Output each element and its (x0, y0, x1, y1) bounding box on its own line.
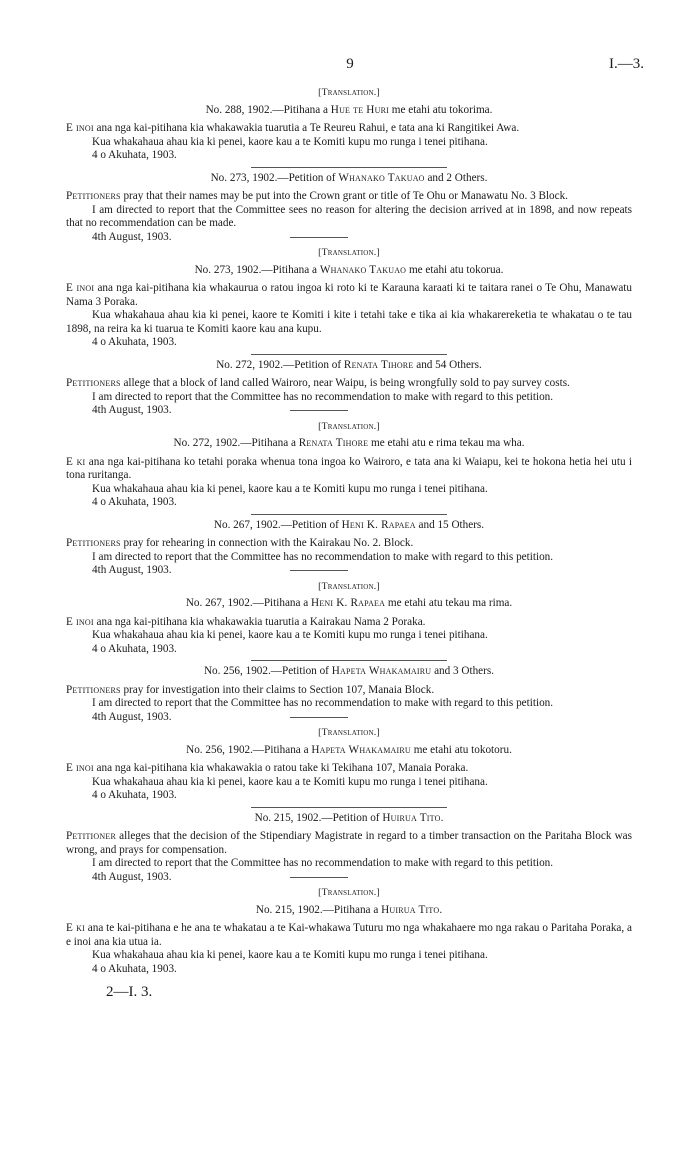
lead-word: E inoi (66, 122, 94, 134)
body-text: ana nga kai-pitihana kia whakaurua o ratou ingoa ki roto ki te Karauna karaati ki te taitara ranei o Te Ohu, Manawatu Nama 3 Poraka. (66, 282, 632, 308)
petition-heading (66, 812, 632, 826)
lead-word: E inoi (66, 762, 94, 774)
page-number: 9 (346, 56, 354, 72)
document-reference: I.—3. (609, 56, 644, 72)
heading-text: No. 267, 1902.—Pitihana a (185, 597, 312, 609)
petition-heading (66, 437, 632, 451)
heading-text: and 15 Others. (415, 518, 485, 531)
translation-label: [Translation.] (318, 87, 380, 98)
lead-word: E inoi (66, 282, 95, 294)
heading-text: No. 288, 1902.—Pitihana a (205, 103, 331, 116)
committee-report: Kua whakahaua ahau kia ki penei, kaore kau a te Komiti kupu mo runga i tenei pitihana. (92, 629, 488, 641)
report-date: 4th August, 1903. (92, 710, 172, 723)
committee-report: Kua whakahaua ahau kia ki penei, kaore kau a te Komiti kupu mo runga i tenei pitihana. (92, 135, 488, 148)
petition-body (66, 922, 632, 949)
petition-body (66, 456, 632, 483)
committee-report: I am directed to report that the Committee has no recommendation to make with regard to this petition. (92, 857, 554, 869)
date-rule (290, 717, 348, 718)
body-text: ana nga kai-pitihana kia whakawakia tuarutia a Te Reureu Rahui, e tata ana ki Rangitikei Awa. (93, 122, 520, 134)
dateline (66, 336, 632, 350)
petition-body (66, 616, 632, 630)
petition-heading (66, 597, 632, 611)
petition-section (66, 580, 632, 662)
petition-heading (66, 104, 632, 118)
section-divider (251, 514, 447, 515)
petitioner-name: Hapeta Whakamairu (331, 665, 432, 677)
report-date: 4 o Akuhata, 1903. (92, 149, 177, 161)
heading-text: . (439, 903, 443, 916)
petition-body (66, 537, 632, 551)
date-rule (290, 570, 348, 571)
date-rule (290, 237, 348, 238)
committee-report: Kua whakahaua ahau kia ki penei, kaore kau a te Komiti kupu mo runga i tenei pitihana. (92, 949, 488, 961)
heading-text: me etahi atu tokorua. (406, 263, 504, 276)
heading-text: . (440, 811, 444, 824)
petitioner-name: Heni K. Rapaea (311, 597, 386, 609)
lead-word: Petitioners (66, 683, 121, 696)
translation-label: [Translation.] (318, 247, 380, 258)
heading-text: me etahi atu tokotoru. (410, 743, 512, 756)
heading-text: me etahi atu tokorima. (388, 103, 493, 116)
translation-label: [Translation.] (318, 727, 380, 738)
translation-label: [Translation.] (318, 887, 380, 898)
petition-heading (66, 665, 632, 679)
petition-section (66, 172, 632, 245)
body-text: ana nga kai-pitihana kia whakawakia tuarutia a Kairakau Nama 2 Poraka. (93, 615, 426, 628)
dateline (66, 496, 632, 510)
petitioner-name: Renata Tihore (298, 437, 369, 449)
heading-text: No. 215, 1902.—Petition of (254, 811, 383, 824)
committee-report: I am directed to report that the Committee has no recommendation to make with regard to this petition. (92, 550, 554, 563)
heading-text: and 2 Others. (424, 171, 488, 184)
lead-word: E ki (66, 922, 85, 934)
petition-section (66, 812, 632, 885)
heading-text: No. 256, 1902.—Petition of (203, 665, 332, 677)
body-text: ana te kai-pitihana e he ana te whakatau a te Kai-whakawa Tuturu mo nga whakahaere mo nga rakau o Paritaha Poraka, a e inoi ana kia utua ia. (66, 922, 633, 948)
report-date: 4 o Akuhata, 1903. (92, 789, 177, 801)
heading-text: No. 272, 1902.—Petition of (216, 358, 344, 371)
petition-body (66, 830, 632, 857)
petitioner-name: Hapeta Whakamairu (311, 743, 411, 756)
petition-body (66, 684, 632, 698)
committee-report: Kua whakahaua ahau kia ki penei, kaore kau a te Komiti kupu mo runga i tenei pitihana. (92, 775, 488, 788)
lead-word: Petitioners (66, 377, 121, 389)
heading-text: me etahi atu e rima tekau ma wha. (368, 437, 525, 449)
body-text: allege that a block of land called Wairoro, near Waipu, is being wrongfully sold to pay survey costs. (120, 377, 570, 389)
committee-report: Kua whakahaua ahau kia ki penei, kaore te Komiti i kite i tetahi take e tika ai kia whakarereketia te whakatau o te tau 1898, na reira ka ki tuarua te Komiti kaore kau ana kupu. (66, 309, 632, 335)
petition-section (66, 726, 632, 808)
heading-text: No. 256, 1902.—Pitihana a (186, 743, 312, 756)
lead-word: Petitioner (66, 830, 116, 842)
translation-label: [Translation.] (318, 420, 380, 432)
body-text: pray for rehearing in connection with the Kairakau No. 2. Block. (120, 537, 414, 549)
petition-heading (66, 172, 632, 186)
dateline (66, 963, 632, 977)
section-divider (251, 807, 447, 808)
petitioner-name: Whanako Takuao (338, 171, 425, 184)
dateline (66, 149, 632, 163)
date-rule (290, 410, 348, 411)
heading-text: No. 273, 1902.—Pitihana a (194, 263, 320, 276)
petition-section (66, 420, 632, 515)
committee-report: Kua whakahaua ahau kia ki penei, kaore kau a te Komiti kupu mo runga i tenei pitihana. (92, 482, 488, 495)
committee-report: I am directed to report that the Committee has no recommendation to make with regard to this petition. (92, 390, 554, 403)
petitioner-name: Heni K. Rapaea (341, 518, 416, 531)
report-date: 4 o Akuhata, 1903. (92, 336, 177, 348)
report-date: 4 o Akuhata, 1903. (92, 496, 177, 508)
petition-body (66, 762, 632, 776)
report-date: 4th August, 1903. (92, 404, 172, 416)
petition-body (66, 377, 632, 391)
dateline (66, 871, 632, 885)
heading-text: and 54 Others. (413, 358, 482, 371)
section-divider (251, 354, 447, 355)
petition-section (66, 519, 632, 578)
heading-text: No. 273, 1902.—Petition of (210, 171, 339, 184)
dateline (66, 789, 632, 803)
petition-section (66, 886, 632, 976)
dateline (66, 231, 632, 245)
heading-text: No. 267, 1902.—Petition of (213, 518, 342, 531)
report-date: 4th August, 1903. (92, 870, 172, 883)
petition-body (66, 282, 632, 309)
petitions-content (66, 86, 632, 1000)
lead-word: Petitioners (66, 537, 121, 549)
heading-text: No. 215, 1902.—Pitihana a (255, 903, 382, 916)
report-date: 4th August, 1903. (92, 230, 172, 243)
report-date: 4 o Akuhata, 1903. (92, 642, 177, 655)
translation-label: [Translation.] (318, 580, 380, 592)
petitioner-name: Whanako Takuao (319, 263, 407, 276)
petitioner-name: Huirua Tito (381, 903, 440, 916)
petition-section (66, 359, 632, 418)
petition-body (66, 190, 632, 204)
petition-heading (66, 744, 632, 758)
petitioner-name: Hue te Huri (330, 103, 389, 116)
footer-signature: 2—I. 3. (106, 984, 153, 1000)
section-divider (251, 167, 447, 168)
body-text: ana nga kai-pitihana kia whakawakia o ratou take ki Tekihana 107, Manaia Poraka. (93, 762, 469, 774)
body-text: pray for investigation into their claims to Section 107, Manaia Block. (120, 683, 435, 696)
petitioner-name: Huirua Tito (382, 811, 441, 824)
petitioner-name: Renata Tihore (343, 358, 414, 371)
petition-section (66, 246, 632, 355)
committee-report: I am directed to report that the Committee sees no reason for altering the decision arrived at in 1898, and now repeats that no recommendation can be made. (66, 203, 632, 229)
petition-heading (66, 359, 632, 373)
dateline (66, 643, 632, 657)
heading-text: me etahi atu tekau ma rima. (385, 597, 513, 609)
petition-section (66, 665, 632, 724)
lead-word: Petitioners (66, 190, 121, 202)
committee-report: I am directed to report that the Committee has no recommendation to make with regard to this petition. (92, 697, 554, 709)
body-text: pray that their names may be put into the Crown grant or title of Te Ohu or Manawatu No. 3 Block. (120, 190, 568, 202)
date-rule (290, 877, 348, 878)
dateline (66, 564, 632, 578)
report-date: 4th August, 1903. (92, 564, 172, 576)
petition-section (66, 86, 632, 168)
lead-word: E inoi (66, 615, 94, 628)
section-divider (251, 660, 447, 661)
report-date: 4 o Akuhata, 1903. (92, 962, 177, 975)
heading-text: and 3 Others. (431, 665, 495, 677)
dateline (66, 711, 632, 725)
petition-heading (66, 519, 632, 533)
petition-heading (66, 904, 632, 918)
petition-body (66, 122, 632, 136)
dateline (66, 404, 632, 418)
body-text: alleges that the decision of the Stipendiary Magistrate in regard to a timber transaction on the Paritaha Block was wrong, and prays for compensation. (66, 830, 632, 856)
lead-word: E ki (66, 455, 86, 468)
body-text: ana nga kai-pitihana ko tetahi poraka whenua tona ingoa ko Wairoro, e tata ana ki Waiapu, kei te hokona hetia hei utu i tona ruritanga. (66, 455, 633, 481)
petition-heading (66, 264, 632, 278)
heading-text: No. 272, 1902.—Pitihana a (173, 437, 299, 449)
